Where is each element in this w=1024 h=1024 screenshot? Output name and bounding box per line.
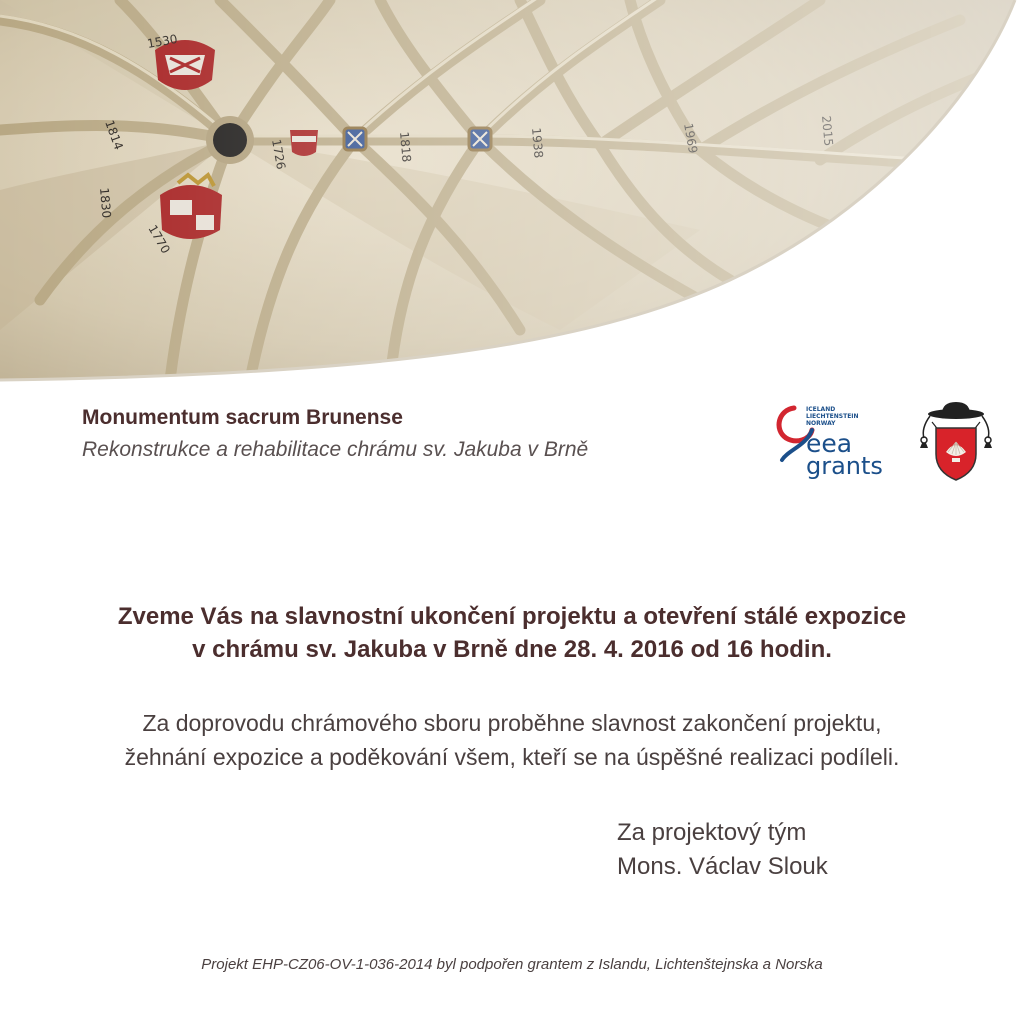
eea-word: eea <box>806 429 853 458</box>
project-subtitle: Rekonstrukce a rehabilitace chrámu sv. Jakuba v Brně <box>82 438 589 461</box>
invitation-line-1: Zveme Vás na slavnostní ukončení projektu a otevření stálé expozice <box>117 603 907 630</box>
vault-ceiling-photo <box>0 0 1024 400</box>
title-block <box>82 402 588 466</box>
footer-grant-note: Projekt EHP-CZ06-OV-1-036-2014 byl podpořen grantem z Islandu, Lichtenštejnska a Norska <box>201 956 823 973</box>
signature-line-1: Za projektový tým <box>617 819 807 846</box>
parish-coat-of-arms-logo <box>918 400 994 482</box>
eea-country-2: LIECHTENSTEIN <box>806 413 859 420</box>
eea-country-1: ICELAND <box>806 406 836 413</box>
body-paragraph <box>0 706 1024 774</box>
signature-block <box>617 816 828 884</box>
signature-line-2: Mons. Václav Slouk <box>617 853 828 880</box>
body-line-1: Za doprovodu chrámového sboru proběhne slavnost zakončení projektu, <box>142 710 882 736</box>
eea-country-3: NORWAY <box>806 420 836 427</box>
project-name: Monumentum sacrum Brunense <box>82 406 403 429</box>
body-line-2: žehnání expozice a poděkování všem, kteří se na úspěšné realizaci podíleli. <box>124 744 900 770</box>
grants-word: grants <box>806 452 883 480</box>
invitation-text <box>0 600 1024 666</box>
eea-grants-logo <box>776 400 890 484</box>
invitation-line-2: v chrámu sv. Jakuba v Brně dne 28. 4. 2016 od 16 hodin. <box>192 636 832 663</box>
